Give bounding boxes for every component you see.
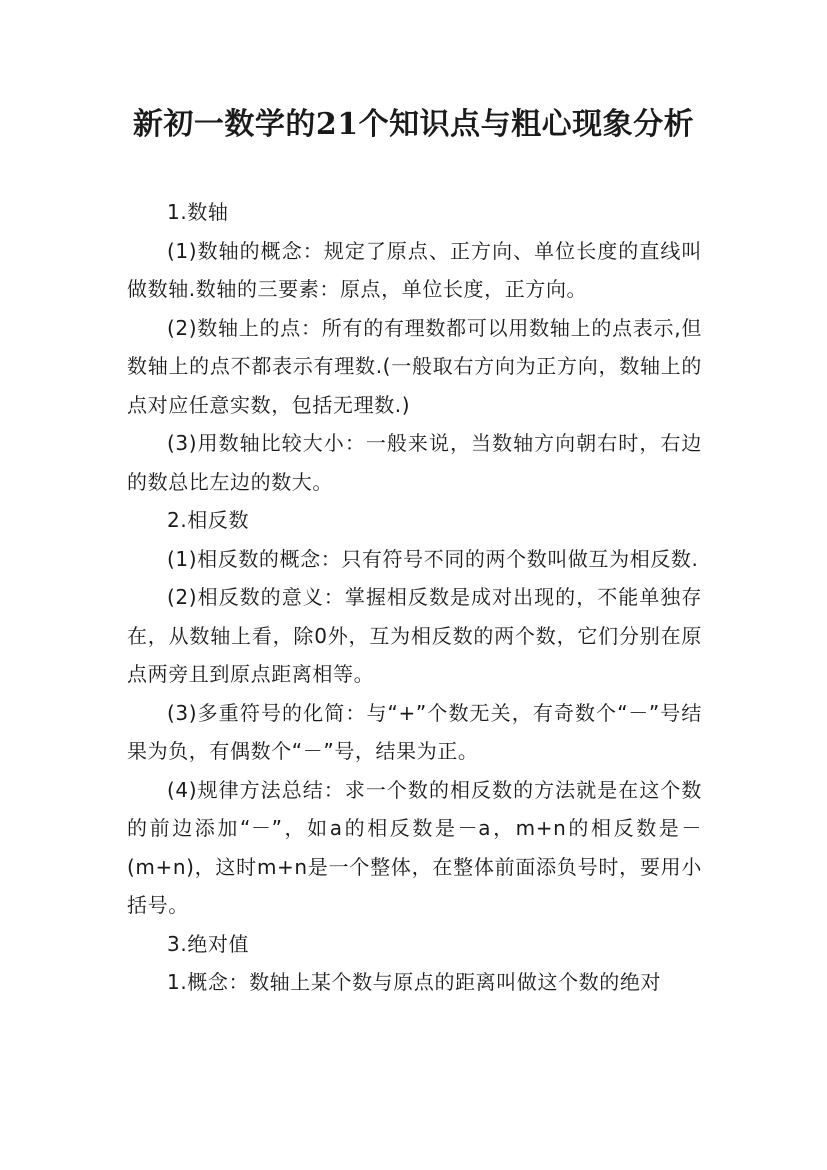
paragraph: (1)相反数的概念：只有符号不同的两个数叫做互为相反数. (167, 546, 699, 571)
paragraph: 1.概念：数轴上某个数与原点的距离叫做这个数的绝对 (167, 970, 662, 994)
section-heading-absolute-value: 3.绝对值 (167, 931, 250, 956)
document-title: 新初一数学的21个知识点与粗心现象分析 (132, 107, 695, 142)
paragraph: (2)数轴上的点：所有的有理数都可以用数轴上的点表示,但数轴上的点不都表示有理数.(一般取右方向为正方向，数轴上的点对应任意实数，包括无理数.) (127, 315, 702, 417)
paragraph: (4)规律方法总结：求一个数的相反数的方法就是在这个数的前边添加“－”，如a的相反数是－a，m+n的相反数是－(m+n)，这时m+n是一个整体，在整体前面添负号时，要用小括号。 (127, 777, 702, 917)
document-body (127, 193, 702, 1002)
paragraph: (2)相反数的意义：掌握相反数是成对出现的，不能单独存在，从数轴上看，除0外，互为相反数的两个数，它们分别在原点两旁且到原点距离相等。 (127, 585, 702, 686)
paragraph: (3)用数轴比较大小：一般来说，当数轴方向朝右时，右边的数总比左边的数大。 (127, 431, 702, 494)
section-heading-opposite-numbers: 2.相反数 (167, 508, 250, 532)
section-heading-number-line: 1.数轴 (167, 200, 229, 224)
paragraph: (3)多重符号的化简：与“+”个数无关，有奇数个“－”号结果为负，有偶数个“－”号，结果为正。 (127, 700, 702, 763)
paragraph: (1)数轴的概念：规定了原点、正方向、单位长度的直线叫做数轴.数轴的三要素：原点，单位长度，正方向。 (127, 238, 702, 301)
